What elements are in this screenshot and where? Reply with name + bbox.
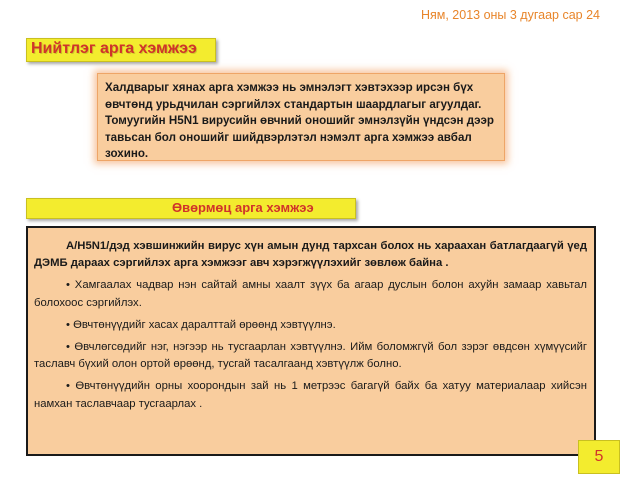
general-measures-text: Халдварыг хянах арга хэмжээ нь эмнэлэгт хэвтэхээр ирсэн бүх өвчтөнд урьдчилан сэргийлэх стандартын шаардлагыг агуулдаг. Томуугийн H5N1 вирусийн өвчний оношийг эмнэлзүйн үндсэн дээр тавьсан бол оношийг шийдвэрлэтэл нэмэлт арга хэмжээ авбал зохино. xyxy=(105,81,494,161)
slide-date: Ням, 2013 оны 3 дугаар сар 24 xyxy=(420,8,600,22)
specific-intro-text: A/H5N1/дэд хэвшинжийн вирус хүн амын дунд тархсан болох нь хараахан батлагдаагүй үед ДЭМБ дараах сэргийлэх арга хэмжээг авч хэрэгжүүлэхийг зөвлөж байна . xyxy=(34,240,587,270)
general-measures-box xyxy=(97,73,505,161)
page-number: 5 xyxy=(578,440,620,474)
specific-measures-box xyxy=(26,226,596,456)
section-title-bar-specific xyxy=(26,198,356,219)
bullet-item: • Хамгаалах чадвар нэн сайтай амны хаалт зүүх ба агаар дуслын болон ахуйн замаар хавьтал болохоос сэргийлэх. xyxy=(34,279,587,309)
section-title-bar-general xyxy=(26,38,216,62)
bullet-item: • Өвчтөнүүдийн орны хоорондын зай нь 1 метрээс багагүй байх ба хатуу материалаар хийсэн намхан таславчаар тусгаарлах . xyxy=(34,380,587,410)
bullet-item: • Өвчлөгсөдийг нэг, нэгээр нь тусгаарлан хэвтүүлнэ. Ийм боломжгүй бол зэрэг өвдсөн хүмүүсийг таславч бүхий олон ортой өрөөнд, тусгай тасалгаанд хэвтүүлж болно. xyxy=(34,341,587,371)
section-title-general: Нийтлэг арга хэмжээ xyxy=(31,40,197,57)
bullet-item: • Өвчтөнүүдийг хасах даралттай өрөөнд хэвтүүлнэ. xyxy=(66,318,336,331)
section-title-specific: Өвөрмөц арга хэмжээ xyxy=(172,200,314,215)
